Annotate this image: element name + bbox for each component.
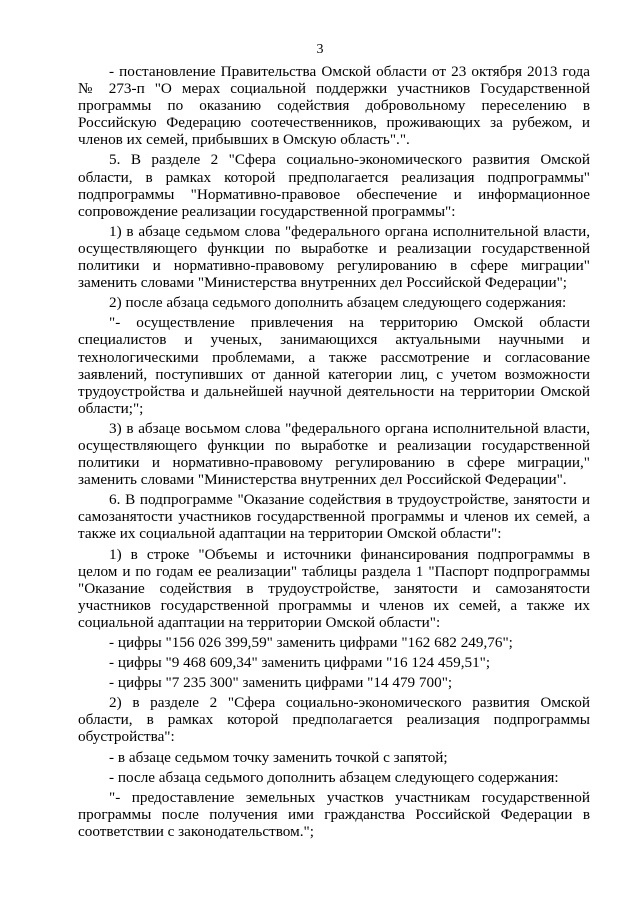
paragraph-figures-2: - цифры "9 468 609,34" заменить цифрами "16 124 459,51"; [109, 654, 491, 672]
paragraph-replace-period: - в абзаце седьмом точку заменить точкой с запятой; [109, 748, 448, 766]
paragraph-add-after-seventh: - после абзаца седьмого дополнить абзацем следующего содержания: [109, 768, 559, 786]
paragraph-item-5-3: 3) в абзаце восьмом слова "федерального органа исполнительной власти, осуществляющего функции по выработке и реализации государственной политики и нормативно-правовому регулированию в сфере миграции," заменить словами "Министерства внутренних дел Российской Федерации". [78, 419, 590, 489]
paragraph-item-6-1: 1) в строке "Объемы и источники финансирования подпрограммы в целом и по годам ее реализации" таблицы раздела 1 "Паспорт подпрограммы "Оказание содействия в трудоустройстве, занятости и самозанятости участников государственной программы и членов их семей, а также их социальной адаптации на территории Омской области": [78, 545, 590, 631]
paragraph-item-5-2: 2) после абзаца седьмого дополнить абзацем следующего содержания: [109, 294, 567, 312]
paragraph-figures-3: - цифры "7 235 300" заменить цифрами "14 479 700"; [109, 674, 453, 692]
paragraph-item-6-2: 2) в разделе 2 "Сфера социально-экономического развития Омской области, в рамках которой предполагается реализация подпрограммы обустройства": [78, 694, 590, 746]
page-number: 3 [316, 42, 324, 57]
document-body [78, 63, 590, 840]
paragraph-quoted-addition-2: "- предоставление земельных участков участникам государственной программы после получения ими гражданства Российской Федерации в соответствии с законодательством."; [78, 788, 590, 840]
paragraph-item-5: 5. В разделе 2 "Сфера социально-экономического развития Омской области, в рамках которой предполагается реализация подпрограммы" подпрограммы "Нормативно-правовое обеспечение и информационное сопровождение реализации государственной программы": [78, 151, 590, 220]
paragraph-resolution-reference: - постановление Правительства Омской области от 23 октября 2013 года № 273-п "О мерах социальной поддержки участников Государственной программы по оказанию содействия добровольному переселению в Российскую Федерацию соотечественников, проживающих за рубежом, и членов их семей, прибывших в Омскую область".". [78, 63, 590, 149]
paragraph-item-6: 6. В подпрограмме "Оказание содействия в трудоустройстве, занятости и самозанятости участников государственной программы и членов их семей, а также их социальной адаптации на территории Омской области": [78, 491, 590, 543]
paragraph-item-5-1: 1) в абзаце седьмом слова "федерального органа исполнительной власти, осуществляющего функции по выработке и реализации государственной политики и нормативно-правовому регулированию в сфере миграции" заменить словами "Министерства внутренних дел Российской Федерации"; [78, 222, 590, 292]
paragraph-quoted-addition-1: "- осуществление привлечения на территорию Омской области специалистов и ученых, занимающихся актуальными научными и технологическими проблемами, а также рассмотрение и согласование заявлений, поступивших от данной категории лиц, с учетом возможности трудоустройства и дальнейшей научной деятельности на территории Омской области;"; [78, 314, 590, 417]
paragraph-figures-1: - цифры "156 026 399,59" заменить цифрами "162 682 249,76"; [109, 634, 513, 651]
